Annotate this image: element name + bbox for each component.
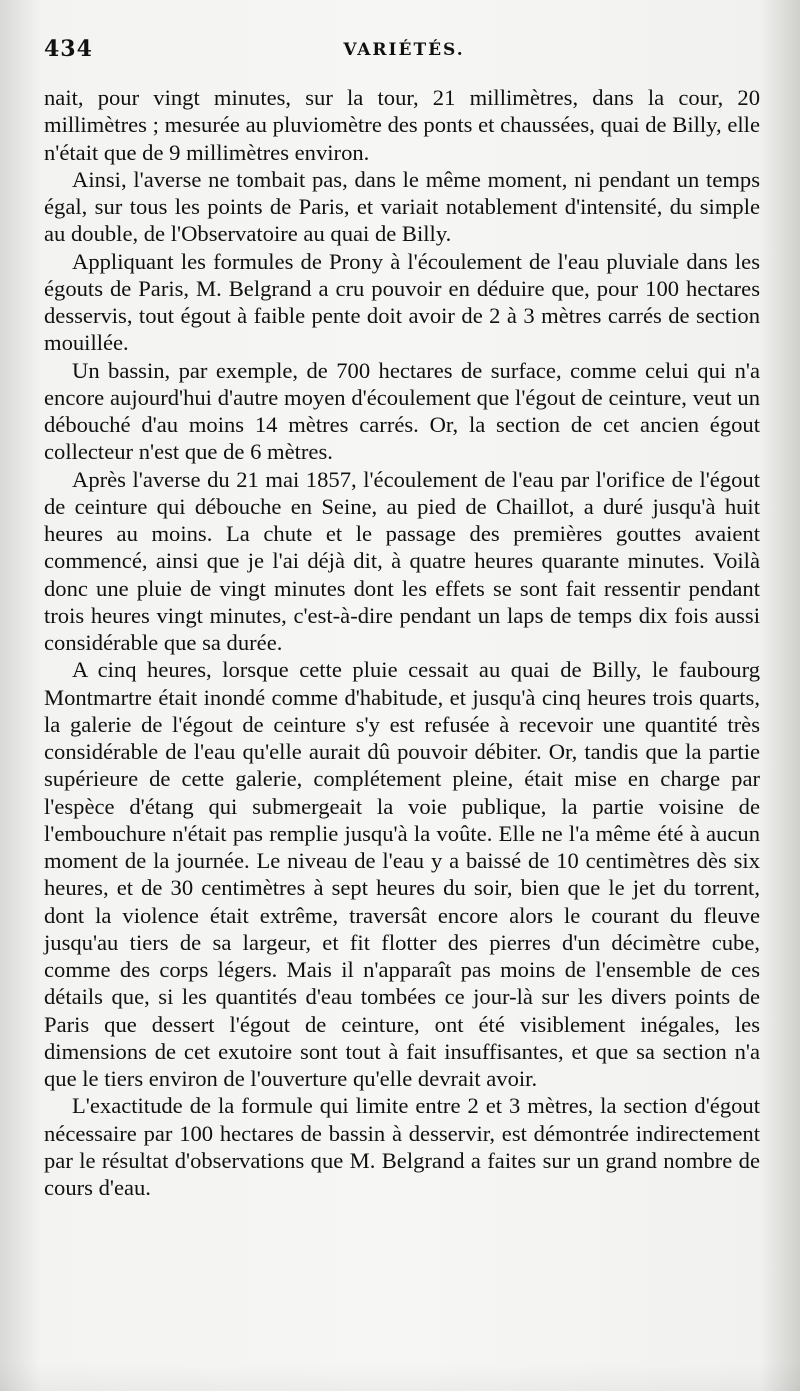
body-text: [44, 84, 760, 1201]
page-number: 434: [44, 36, 93, 62]
paragraph-1: nait, pour vingt minutes, sur la tour, 21 millimètres, dans la cour, 20 millimètres ; mesurée au pluviomètre des ponts et chaussées, quai de Billy, elle n'était que de 9 millimètres environ.: [44, 85, 760, 165]
paragraph-6: A cinq heures, lorsque cette pluie cessait au quai de Billy, le faubourg Montmartre était inondé comme d'habitude, et jusqu'à cinq heures trois quarts, la galerie de l'égout de ceinture s'y est refusée à recevoir une quantité très considérable de l'eau qu'elle aurait dû pouvoir débiter. Or, tandis que la partie supérieure de cette galerie, complétement pleine, était mise en charge par l'espèce d'étang qui submergeait la voie publique, la partie voisine de l'embouchure n'était pas remplie jusqu'à la voûte. Elle ne l'a même été à aucun moment de la journée. Le niveau de l'eau y a baissé de 10 centimètres dès six heures, et de 30 centimètres à sept heures du soir, bien que le jet du torrent, dont la violence était extrême, traversât encore alors le courant du fleuve jusqu'au tiers de sa largeur, et fit flotter des pierres d'un décimètre cube, comme des corps légers. Mais il n'apparaît pas moins de l'ensemble de ces détails que, si les quantités d'eau tombées ce jour-là sur les divers points de Paris que dessert l'égout de ceinture, ont été visiblement inégales, les dimensions de cet exutoire sont tout à fait insuffisantes, et que sa section n'a que le tiers environ de l'ouverture qu'elle devrait avoir.: [44, 657, 760, 1091]
running-head: VARIÉTÉS.: [343, 40, 465, 60]
paragraph-5: Après l'averse du 21 mai 1857, l'écoulement de l'eau par l'orifice de l'égout de ceinture qui débouche en Seine, au pied de Chaillot, a duré jusqu'à huit heures au moins. La chute et le passage des premières gouttes avaient commencé, ainsi que je l'ai déjà dit, à quatre heures quarante minutes. Voilà donc une pluie de vingt minutes dont les effets se sont fait ressentir pendant trois heures vingt minutes, c'est-à-dire pendant un laps de temps dix fois aussi considérable que sa durée.: [44, 466, 760, 655]
paragraph-2: Ainsi, l'averse ne tombait pas, dans le même moment, ni pendant un temps égal, sur tous les points de Paris, et variait notablement d'intensité, du simple au double, de l'Observatoire au quai de Billy.: [44, 166, 760, 247]
paragraph-7: L'exactitude de la formule qui limite entre 2 et 3 mètres, la section d'égout nécessaire par 100 hectares de bassin à desservir, est démontrée indirectement par le résultat d'observations que M. Belgrand a faites sur un grand nombre de cours d'eau.: [44, 1093, 760, 1200]
paragraph-3: Appliquant les formules de Prony à l'écoulement de l'eau pluviale dans les égouts de Paris, M. Belgrand a cru pouvoir en déduire que, pour 100 hectares desservis, tout égout à faible pente doit avoir de 2 à 3 mètres carrés de section mouillée.: [44, 248, 760, 356]
page-header: [44, 36, 764, 66]
page-bottom-edge: [0, 1363, 800, 1391]
paragraph-4: Un bassin, par exemple, de 700 hectares de surface, comme celui qui n'a encore aujourd'hui d'autre moyen d'écoulement que l'égout de ceinture, veut un débouché d'au moins 14 mètres carrés. Or, la section de cet ancien égout collecteur n'est que de 6 mètres.: [44, 357, 760, 465]
